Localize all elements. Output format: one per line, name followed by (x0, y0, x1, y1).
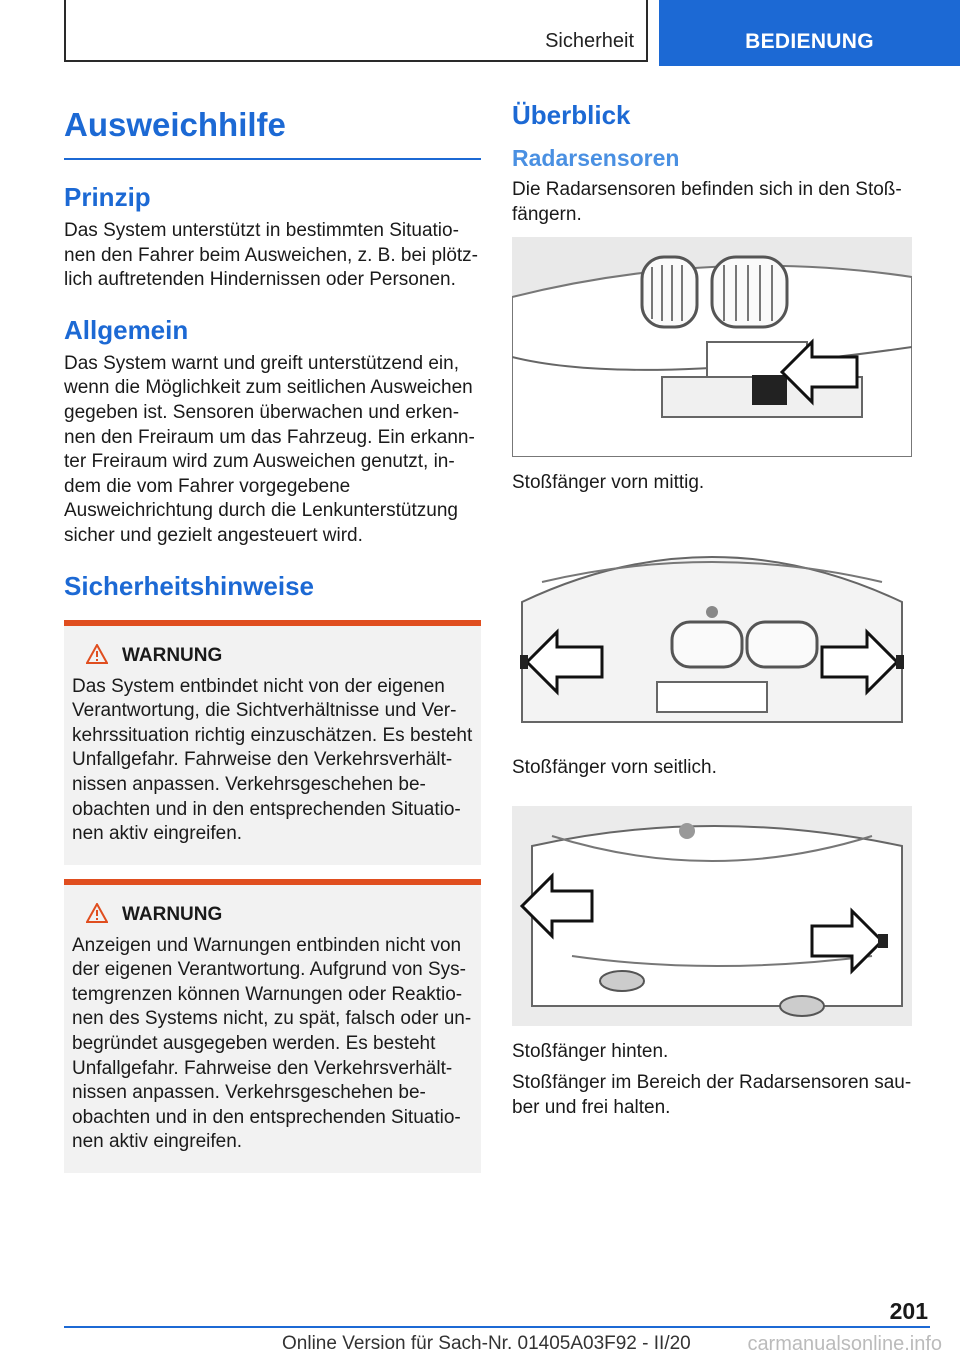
caption-rear: Stoßfänger hinten. (512, 1041, 669, 1063)
caption-front-sides: Stoßfänger vorn seitlich. (512, 756, 717, 778)
footer-divider (64, 1326, 930, 1328)
figure-front-sides (512, 522, 912, 742)
section-heading-prinzip: Prinzip (64, 182, 151, 212)
warning-box-1 (64, 620, 481, 865)
figure-front-center (512, 237, 912, 457)
warning-title: WARNUNG (122, 904, 223, 926)
caption-front-center: Stoßfänger vorn mittig. (512, 472, 705, 494)
section-heading-allgemein: Allgemein (64, 314, 189, 345)
header-tab-bedienung[interactable]: BEDIENUNG (659, 0, 960, 66)
subheading-radarsensoren: Radarsensoren (512, 145, 680, 171)
radar-intro-text: Die Radarsensoren befinden sich in den Stoß‐fängern. (512, 179, 902, 225)
left-column (64, 100, 481, 1173)
footer-watermark: carmanualsonline.info (747, 1333, 942, 1355)
section-heading-ueberblick: Überblick (512, 100, 631, 130)
warning-text: Das System entbindet nicht von der eigenen Verantwortung, die Sichtverhältnisse und Ver‐kehrssituation richtig einzuschätzen. Es besteht Unfallgefahr. Fahrweise den Verkehrsverhält‐nissen anpassen. Verkehrsgeschehen be‐obachten und in den entsprechenden Situatio‐nen aktiv eingreifen. (72, 675, 473, 845)
page-number: 201 (889, 1298, 928, 1324)
warning-box-2 (64, 879, 481, 1173)
allgemein-text: Das System warnt und greift unterstützend ein, wenn die Möglichkeit zum seitlichen Ausweichen gegeben ist. Sensoren überwachen und erken‐nen den Freiraum um das Fahrzeug. Ein erkann‐ter Freiraum wird zum Ausweichen genutzt, in‐dem die vom Fahrer vorgegebene Ausweichrichtung durch die Lenkunterstützung sicher und gezielt angesteuert wird. (64, 352, 475, 546)
figure-rear (512, 806, 912, 1026)
radar-note-text: Stoßfänger im Bereich der Radarsensoren sau‐ber und frei halten. (512, 1071, 912, 1118)
header-box (64, 0, 648, 62)
page-title: Ausweichhilfe (64, 106, 481, 160)
right-column (512, 100, 928, 1120)
warning-triangle-icon (86, 644, 108, 669)
prinzip-text: Das System unterstützt in bestimmten Situatio‐nen den Fahrer beim Ausweichen, z. B. bei plötz‐lich auftretenden Hindernissen oder Personen. (64, 220, 479, 291)
warning-title: WARNUNG (122, 645, 223, 667)
footer-version-text: Online Version für Sach-Nr. 01405A03F92 - II/20 (282, 1333, 691, 1354)
warning-text: Anzeigen und Warnungen entbinden nicht von der eigenen Verantwortung. Aufgrund von Sys‐temgrenzen können Warnungen oder Reaktio‐nen des Systems nicht, zu spät, falsch oder un‐begründet ausgegeben werden. Es besteht Unfallgefahr. Fahrweise den Verkehrsverhält‐nissen anpassen. Verkehrsgeschehen be‐obachten und in den entsprechenden Situatio‐nen aktiv eingreifen. (72, 934, 472, 1153)
header-section: Sicherheit (545, 30, 634, 52)
warning-triangle-icon (86, 903, 108, 928)
section-heading-sicherheitshinweise: Sicherheitshinweise (64, 570, 314, 601)
